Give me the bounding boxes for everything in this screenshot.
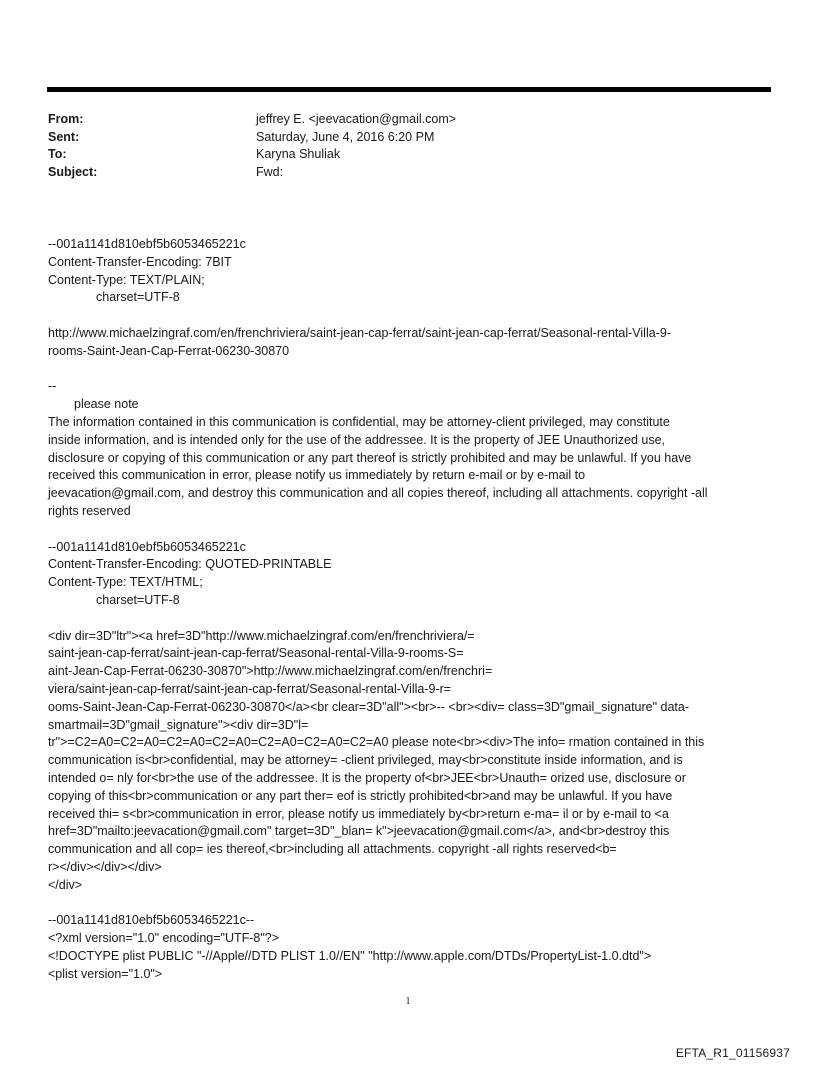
html-source-line: saint-jean-cap-ferrat/saint-jean-cap-ferrat/Seasonal-rental-Villa-9-rooms-S= xyxy=(48,646,464,661)
html-source-line: copying of this<br>communication or any part ther= eof is strictly prohibited<br>and may be unlawful. If you have xyxy=(48,788,673,803)
html-source-line: href=3D"mailto:jeevacation@gmail.com" target=3D"_blan= k">jeevacation@gmail.com</a>, and<br>destroy this xyxy=(48,824,670,839)
html-source-line: smartmail=3D"gmail_signature"><div dir=3D"l= xyxy=(48,717,309,732)
to-value: Karyna Shuliak xyxy=(256,147,341,161)
from-label: From: xyxy=(48,112,84,126)
html-source-line: tr">=C2=A0=C2=A0=C2=A0=C2=A0=C2=A0=C2=A0=C2=A0 please note<br><div>The info= rmation contained in this xyxy=(48,735,705,750)
xml-line: <?xml version="1.0" encoding="UTF-8"?> xyxy=(48,931,280,946)
from-value: jeffrey E. <jeevacation@gmail.com> xyxy=(256,112,457,126)
html-source-line: communication is<br>confidential, may be attorney= -client privileged, may<br>constitute inside information, and is xyxy=(48,753,683,768)
sent-value: Saturday, June 4, 2016 6:20 PM xyxy=(256,129,435,144)
sent-label: Sent: xyxy=(48,129,80,144)
to-label: To: xyxy=(48,147,67,161)
closing-boundary: --001a1141d810ebf5b6053465221c-- xyxy=(48,913,255,928)
html-source-line: <div dir=3D"ltr"><a href=3D"http://www.michaelzingraf.com/en/frenchriviera/= xyxy=(48,628,475,643)
html-source-line: ooms-Saint-Jean-Cap-Ferrat-06230-30870</a><br clear=3D"all"><br>-- <br><div= class=3D"gmail_signature" data- xyxy=(48,699,690,714)
content-type: Content-Type: TEXT/PLAIN; xyxy=(48,272,205,287)
subject-row xyxy=(48,164,456,182)
url-line: http://www.michaelzingraf.com/en/frenchriviera/saint-jean-cap-ferrat/saint-jean-cap-ferrat/Seasonal-rental-Villa-9- xyxy=(48,325,671,340)
html-source-line: communication and all cop= ies thereof,<br>including all attachments. copyright -all rights reserved<b= xyxy=(48,842,617,857)
bates-number: EFTA_R1_01156937 xyxy=(675,1046,790,1060)
html-source-line: received thi= s<br>communication in error, please notify us immediately by<br>return e-ma= il or by e-mail to <a xyxy=(48,806,669,821)
xml-line: <plist version="1.0"> xyxy=(48,966,163,981)
xml-line: <!DOCTYPE plist PUBLIC "-//Apple//DTD PLIST 1.0//EN" "http://www.apple.com/DTDs/PropertyList-1.0.dtd"> xyxy=(48,948,652,963)
disclaimer-line: rights reserved xyxy=(48,503,131,518)
html-source-line: aint-Jean-Cap-Ferrat-06230-30870">http://www.michaelzingraf.com/en/frenchri= xyxy=(48,664,493,679)
signature-dash: -- xyxy=(48,379,57,394)
charset: charset=UTF-8 xyxy=(96,592,180,607)
mime-boundary: --001a1141d810ebf5b6053465221c xyxy=(48,237,246,251)
disclaimer-line: The information contained in this communication is confidential, may be attorney-client privileged, may constitute xyxy=(48,414,670,429)
disclaimer-line: disclosure or copying of this communication or any part thereof is strictly prohibited and may be unlawful. If you have xyxy=(48,450,692,465)
charset: charset=UTF-8 xyxy=(96,290,180,305)
transfer-encoding: Content-Transfer-Encoding: 7BIT xyxy=(48,254,232,269)
disclaimer-line: jeevacation@gmail.com, and destroy this communication and all copies thereof, including all attachments. copyright -all xyxy=(48,486,708,501)
mime-boundary: --001a1141d810ebf5b6053465221c xyxy=(48,539,246,554)
content-type: Content-Type: TEXT/HTML; xyxy=(48,575,203,590)
subject-value: Fwd: xyxy=(256,164,284,179)
to-row xyxy=(48,146,456,164)
html-source-line: viera/saint-jean-cap-ferrat/saint-jean-cap-ferrat/Seasonal-rental-Villa-9-r= xyxy=(48,681,452,696)
html-source-line: intended o= nly for<br>the use of the addressee. It is the property of<br>JEE<br>Unauth= orized use, disclosure or xyxy=(48,770,686,785)
transfer-encoding: Content-Transfer-Encoding: QUOTED-PRINTABLE xyxy=(48,557,332,572)
html-source-line: r></div></div></div> xyxy=(48,859,162,874)
page-number: 1 xyxy=(405,996,411,1007)
header-rule xyxy=(47,87,771,92)
url-line: rooms-Saint-Jean-Cap-Ferrat-06230-30870 xyxy=(48,343,290,358)
email-body xyxy=(48,236,772,983)
disclaimer-line: received this communication in error, please notify us immediately by return e-mail or by e-mail to xyxy=(48,468,586,483)
subject-label: Subject: xyxy=(48,164,98,179)
please-note: please note xyxy=(74,397,139,412)
from-row xyxy=(48,111,456,129)
disclaimer-line: inside information, and is intended only for the use of the addressee. It is the property of JEE Unauthorized use, xyxy=(48,432,666,447)
email-header xyxy=(48,111,456,181)
sent-row xyxy=(48,129,456,147)
html-source-line: </div> xyxy=(48,877,83,892)
